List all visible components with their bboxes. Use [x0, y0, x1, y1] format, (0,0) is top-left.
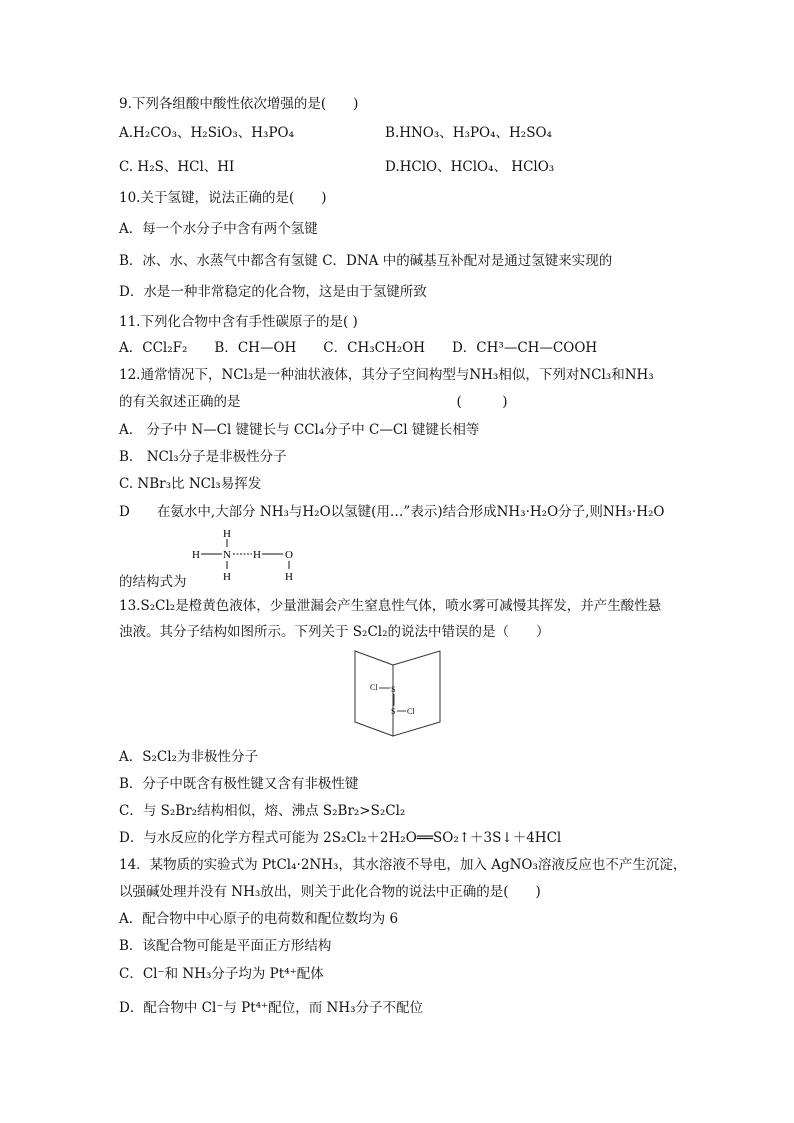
- q14-option-b: B．该配合物可能是平面正方形结构: [119, 938, 332, 954]
- q13-option-a: A．S₂Cl₂为非极性分子: [119, 749, 258, 765]
- atom-o: O: [285, 549, 293, 561]
- q13-option-b: B．分子中既含有极性键又含有非极性键: [119, 776, 359, 792]
- nh3-h2o-structure-diagram: [190, 527, 310, 585]
- q9-stem: 9.下列各组酸中酸性依次增强的是( ): [119, 96, 359, 112]
- atom-h-bridge: H: [253, 549, 261, 561]
- q13-option-c: C．与 S₂Br₂结构相似，熔、沸点 S₂Br₂>S₂Cl₂: [119, 803, 406, 819]
- atom-h-left: H: [192, 549, 200, 561]
- q13-stem-line2: 浊液。其分子结构如图所示。下列关于 S₂Cl₂的说法中错误的是（ ）: [119, 624, 550, 640]
- q12-stem-line1: 12.通常情况下，NCl₃是一种油状液体，其分子空间构型与NH₃相似，下列对NCl₃和NH₃: [119, 367, 654, 383]
- q10-option-bc: B．冰、水、水蒸气中都含有氢键 C．DNA 中的碱基互补配对是通过氢键来实现的: [119, 253, 613, 269]
- q12-option-b: B． NCl₃分子是非极性分子: [119, 449, 287, 465]
- q14-stem-line2: 以强碱处理并没有 NH₃放出，则关于此化合物的说法中正确的是( ): [119, 884, 541, 900]
- atom-h-bottom: H: [223, 571, 231, 583]
- q9-option-a: A.H₂CO₃、H₂SiO₃、H₃PO₄: [119, 125, 295, 141]
- q11-stem: 11.下列化合物中含有手性碳原子的是( ): [119, 314, 358, 330]
- atom-s-2: S: [391, 707, 396, 716]
- atom-s-1: S: [391, 685, 396, 694]
- q12-structure-label: 的结构式为: [119, 574, 187, 590]
- q14-option-c: C．Cl⁻和 NH₃分子均为 Pt⁴⁺配体: [119, 966, 324, 982]
- q11-options: A．CCl₂F₂ B．CH—OH C．CH₃CH₂OH D．CH³—CH—COOH: [119, 340, 598, 356]
- q12-option-a: A． 分子中 N—Cl 键键长与 CCl₄分子中 C—Cl 键键长相等: [119, 422, 480, 438]
- q13-stem-line1: 13.S₂Cl₂是橙黄色液体，少量泄漏会产生窒息性气体，喷水雾可减慢其挥发，并产生酸性悬: [119, 598, 662, 614]
- atom-n: N: [223, 549, 231, 561]
- q10-option-d: D．水是一种非常稳定的化合物，这是由于氢键所致: [119, 284, 427, 300]
- atom-cl-1: Cl: [370, 683, 378, 692]
- atom-h-o: H: [285, 571, 293, 583]
- q14-option-d: D．配合物中 Cl⁻与 Pt⁴⁺配位，而 NH₃分子不配位: [119, 1000, 424, 1016]
- atom-cl-2: Cl: [407, 707, 415, 716]
- q9-option-d: D.HClO、HClO₄、 HClO₃: [385, 159, 555, 175]
- q12-stem-line2: 的有关叙述正确的是 ( ): [119, 394, 508, 410]
- q14-stem-line1: 14．某物质的实验式为 PtCl₄·2NH₃，其水溶液不导电，加入 AgNO₃溶液反应也不产生沉淀，: [119, 857, 687, 873]
- q13-option-d: D．与水反应的化学方程式可能为 2S₂Cl₂＋2H₂O══SO₂↑＋3S↓＋4HCl: [119, 830, 562, 846]
- q10-option-a: A．每一个水分子中含有两个氢键: [119, 221, 318, 237]
- q12-option-d: D 在氨水中,大部分 NH₃与H₂O以氢键(用…”表示)结合形成NH₃·H₂O分子,则NH₃·H₂O: [119, 504, 665, 520]
- q14-option-a: A．配合物中中心原子的电荷数和配位数均为 6: [119, 911, 399, 927]
- q9-option-c: C. H₂S、HCl、HI: [119, 159, 235, 175]
- q9-option-b: B.HNO₃、H₃PO₄、H₂SO₄: [385, 125, 552, 141]
- q12-option-c: C. NBr₃比 NCl₃易挥发: [119, 476, 262, 492]
- atom-h-top: H: [223, 528, 231, 540]
- q10-stem: 10.关于氢键，说法正确的是( ): [119, 190, 327, 206]
- s2cl2-structure-figure: [352, 648, 446, 740]
